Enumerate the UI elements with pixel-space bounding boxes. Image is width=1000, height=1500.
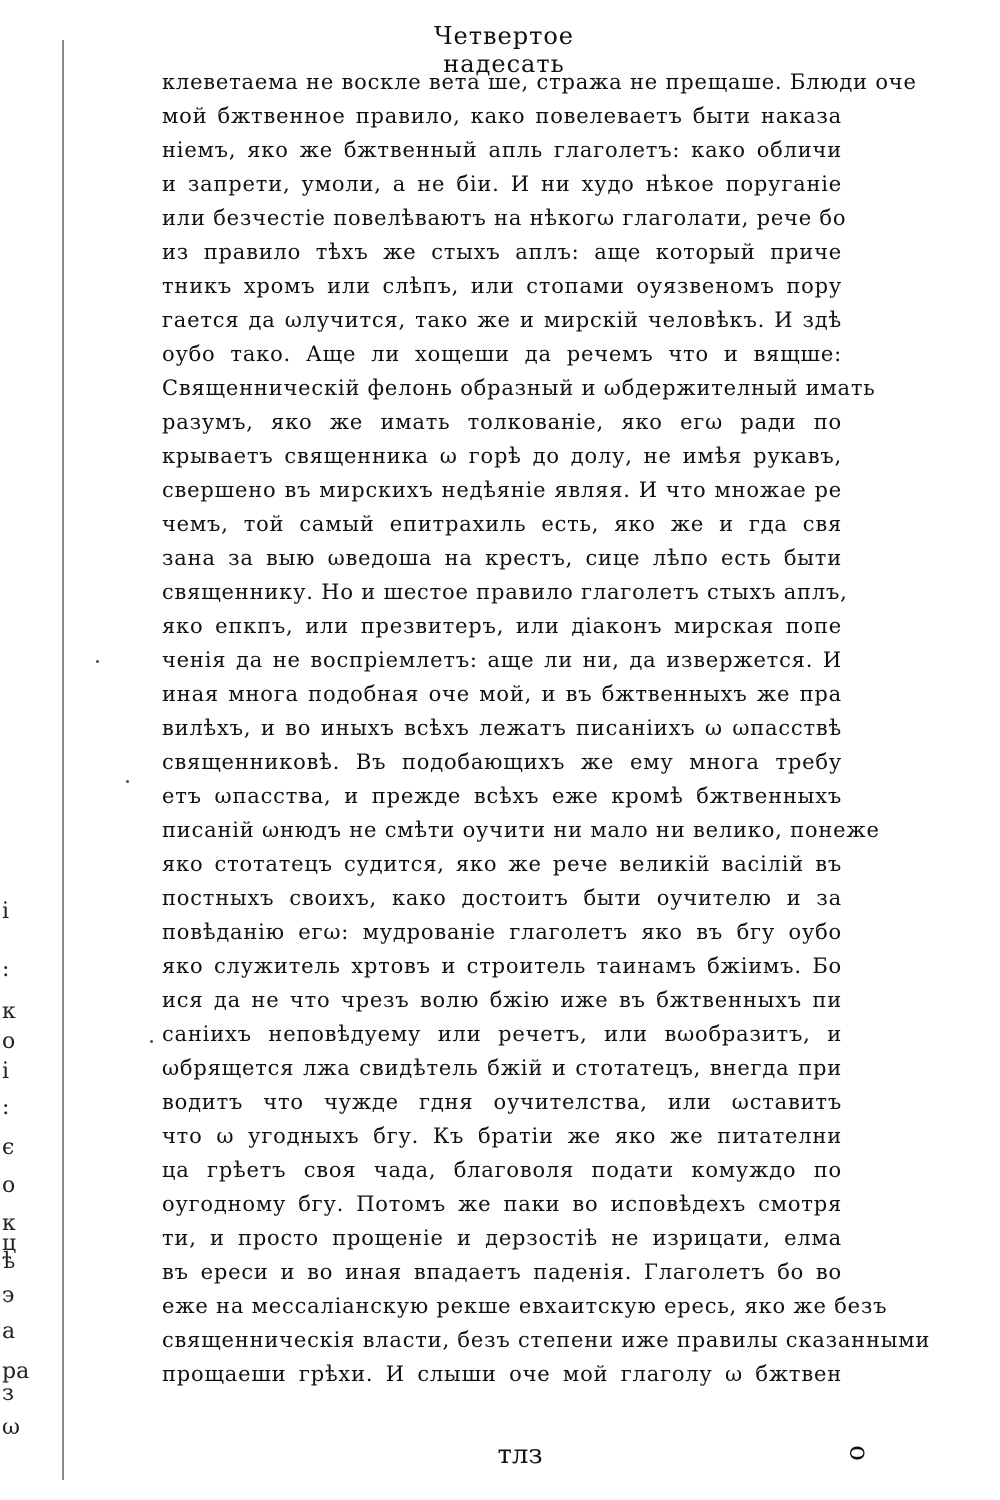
text-line: ти, и просто прощенiе и дерзостiѣ не изрицати, елма [162,1226,842,1250]
text-line: яко епкпъ, или презвитеръ, или дiаконъ мирская попе [162,614,842,638]
text-line: иная многа подобная оче мой, и въ бжтвенныхъ же пра [162,682,842,706]
margin-mark: а [2,1319,16,1344]
text-line: санiихъ неповѣдуему или речетъ, или вωобразитъ, и [162,1022,842,1046]
text-line: вилѣхъ, и во иныхъ всѣхъ лежатъ писанiихъ ω ωпасствѣ [162,716,842,740]
margin-mark: ѣ [2,1249,16,1274]
text-line: гается да ωлучится, тако же и мирскiй человѣкъ. И здѣ [162,308,842,332]
ink-speck [150,1040,153,1043]
text-line: яко стотатецъ судится, яко же рече великiй васiлiй въ [162,852,842,876]
text-line: Священническiй фелонь образный и ωбдержителный имать [162,376,876,400]
binding-gutter-line [62,40,64,1480]
margin-mark: : [2,957,10,982]
margin-mark: i [2,1059,10,1084]
text-line: въ ереси и во иная впадаетъ паденiя. Глаголетъ бо во [162,1260,842,1284]
ink-speck [96,660,99,663]
running-head: Четвертое надесать [433,22,575,78]
text-line: нiемъ, яко же бжтвенный апль глаголетъ: како обличи [162,138,842,162]
text-line: оугодному бгу. Потомъ же паки во исповѣдехъ смотря [162,1192,842,1216]
margin-mark: ω [2,1415,20,1440]
text-line: яко служитель хртовъ и строитель таинамъ бжiимъ. Бо [162,954,842,978]
text-line: клеветаема не воскле вета ше, стража не прещаше. Блюди оче [162,70,917,94]
text-line: священниковѣ. Въ подобающихъ же ему многа требу [162,750,842,774]
text-line: ца грѣетъ своя чада, благоволя подати комуждо по [162,1158,842,1182]
text-line: или безчестiе повелѣваютъ на нѣкогω глаголати, рече бо [162,206,847,230]
margin-mark: о [2,1173,16,1198]
left-margin-bleedthrough [2,900,28,1460]
text-line: ченiя да не воспрiемлетъ: аще ли ни, да извержется. И [162,648,842,672]
text-line: ωбрящется лжа свидѣтель бжiй и стотатецъ, внегда при [162,1056,842,1080]
text-line: прощаеши грѣхи. И слыши оче мой глаголу ω бжтвен [162,1362,842,1386]
margin-mark: к [2,999,16,1024]
text-line: тникъ хромъ или слѣпъ, или стопами оуязвеномъ пору [162,274,842,298]
text-line: разумъ, яко же имать толкованiе, яко егω ради по [162,410,842,434]
margin-mark: i [2,899,10,924]
signature-mark: о [840,1445,871,1461]
margin-mark: ц [2,1231,17,1256]
margin-mark: з [2,1381,14,1406]
text-line: ися да не что чрезъ волю бжiю иже въ бжтвенныхъ пи [162,988,842,1012]
text-line: еже на мессалiанскую рекше евхаитскую ересь, яко же безъ [162,1294,888,1318]
text-line: етъ ωпасства, и прежде всѣхъ еже кромѣ бжтвенныхъ [162,784,842,808]
margin-mark: ра [2,1359,30,1384]
folio-number: тлз [497,1440,543,1470]
text-line: из правило тѣхъ же стыхъ аплъ: аще который приче [162,240,842,264]
text-line: священническiя власти, безъ степени иже правилы сказанными [162,1328,931,1352]
text-line: и запрети, умоли, а не бiи. И ни худо нѣкое поруганiе [162,172,842,196]
margin-mark: э [2,1283,15,1308]
margin-mark: о [2,1029,16,1054]
text-line: мой бжтвенное правило, како повелеваетъ быти наказа [162,104,842,128]
text-line: священнику. Но и шестое правило глаголетъ стыхъ аплъ, [162,580,848,604]
text-line: чемъ, той самый епитрахиль есть, яко же и гда свя [162,512,842,536]
text-line: оубо тако. Аще ли хощеши да речемъ что и вящше: [162,342,842,366]
text-line: свершено въ мирскихъ недѣянiе являя. И что множае ре [162,478,842,502]
margin-mark: к [2,1211,16,1236]
text-line: постныхъ своихъ, како достоитъ быти оучителю и за [162,886,842,910]
text-line: водитъ что чужде гдня оучителства, или ωставитъ [162,1090,842,1114]
margin-mark: : [2,1095,10,1120]
ink-speck [126,780,129,783]
text-line: повѣданiю егω: мудрованiе глаголетъ яко въ бгу оубо [162,920,842,944]
text-line: писанiй ωнюдъ не смѣти оучити ни мало ни велико, понеже [162,818,880,842]
text-line: крываетъ священника ω горѣ до долу, не имѣя рукавъ, [162,444,842,468]
margin-mark: є [2,1135,15,1160]
text-line: что ω угодныхъ бгу. Къ братiи же яко же питателни [162,1124,842,1148]
text-line: зана за выю ωведоша на крестъ, сице лѣпо есть быти [162,546,842,570]
